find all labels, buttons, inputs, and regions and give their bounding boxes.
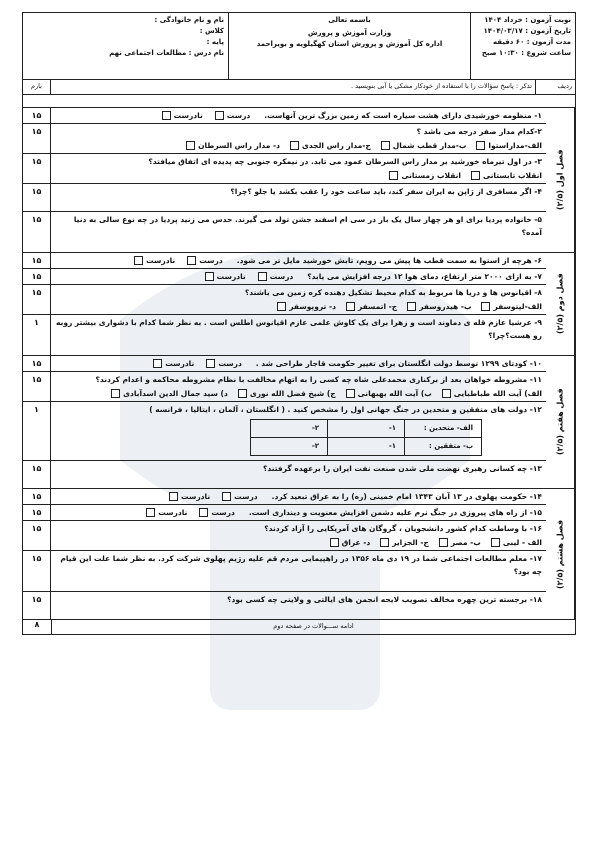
continued-note: ادامه ســـوالات در صفحه دوم	[273, 622, 354, 630]
question-score: ۱۵	[23, 154, 51, 183]
checkbox[interactable]	[346, 389, 355, 398]
question-score: ۱۵	[23, 505, 51, 520]
answer-cell: ب- متفقین :	[405, 438, 482, 456]
question-body	[51, 461, 546, 488]
option-label: درست	[218, 359, 242, 368]
question-text: ۱۱- مشروطه خواهان بعد از برکناری محمدعلی شاه چه کسی را به اتهام مخالفت با نظام مشروطه محاکمه و اعدام کردند؟	[95, 375, 542, 384]
choice-option[interactable]	[346, 387, 432, 400]
choice-option[interactable]	[111, 387, 228, 400]
checkbox[interactable]	[238, 389, 247, 398]
checkbox[interactable]	[481, 302, 490, 311]
option-label: ج-مدار راس الجدی	[301, 141, 371, 150]
question-body	[51, 592, 546, 619]
option-label: ب-مدار قطب شمال	[392, 141, 467, 150]
question-sections	[23, 108, 575, 619]
question-body	[51, 315, 546, 355]
option-label: ب- هیدروسفر	[419, 302, 472, 311]
question-body	[51, 551, 546, 591]
question-body	[51, 402, 546, 460]
answer-space[interactable]	[55, 342, 542, 354]
checkbox[interactable]	[111, 389, 120, 398]
student-name-label: نام و نام خانوادگی :	[154, 16, 224, 24]
checkbox[interactable]	[277, 302, 286, 311]
question-body	[51, 372, 546, 401]
question-row	[23, 315, 546, 355]
question-body	[51, 505, 546, 520]
question-score: ۱۵	[23, 285, 51, 314]
option-label: الف-مداراستوا	[488, 141, 542, 150]
answer-space[interactable]	[55, 198, 542, 210]
checkbox[interactable]	[199, 508, 208, 517]
true-false-option[interactable]	[134, 254, 175, 267]
checkbox[interactable]	[162, 111, 171, 120]
option-label: د- تروپوسفر	[289, 302, 336, 311]
exam-duration: مدت آزمون : ۶۰ دقیقه	[493, 38, 571, 46]
ministry-name: وزارت آموزش و پرورش	[307, 29, 392, 37]
question-row	[23, 505, 546, 521]
question-score: ۱۵	[23, 108, 51, 123]
true-false-option[interactable]	[206, 357, 241, 370]
question-row	[23, 253, 546, 269]
true-false-option[interactable]	[222, 490, 257, 503]
exam-header	[23, 13, 575, 80]
question-score: ۱۵	[23, 489, 51, 504]
checkbox[interactable]	[491, 538, 500, 547]
checkbox[interactable]	[381, 141, 390, 150]
question-score: ۱۵	[23, 184, 51, 211]
true-false-option[interactable]	[258, 270, 293, 283]
question-score: ۱۵	[23, 372, 51, 401]
answer-table	[250, 419, 482, 456]
question-row	[23, 521, 546, 551]
question-body	[51, 285, 546, 314]
question-score: ۱۵	[23, 269, 51, 284]
true-false-option[interactable]	[153, 357, 194, 370]
choice-option[interactable]	[389, 169, 461, 182]
section-label: فصل هفتم (۲/۵)	[546, 356, 575, 488]
question-body	[51, 124, 546, 153]
checkbox[interactable]	[471, 171, 480, 180]
question-text: ۱- منظومه خورشیدی دارای هشت سیاره است که زمین بزرگ ترین آنهاست.	[264, 111, 542, 120]
question-text: ۸- اقیانوس ها و دریا ها مربوط به کدام محیط تشکیل دهنده کره زمین می باشند؟	[244, 288, 542, 297]
question-row	[23, 461, 546, 488]
question-body	[51, 154, 546, 183]
barom-header: بارم	[23, 80, 51, 94]
option-label: نادرست	[173, 111, 203, 120]
answer-space[interactable]	[55, 239, 542, 251]
question-text: ۵- خانواده پردیا برای او هر چهار سال یک بار در سی ام اسفند جشن تولد می گیرند. حدس می زنید پردیا در چه نوع سالی به دنیا آمده؟	[73, 215, 542, 237]
option-label: د- عراق	[341, 538, 371, 547]
choice-option[interactable]	[238, 387, 336, 400]
question-body	[51, 253, 546, 268]
question-score: ۱۵	[23, 356, 51, 371]
section	[23, 489, 575, 619]
option-label: نادرست	[146, 256, 176, 265]
option-label: درست	[199, 256, 223, 265]
option-label: ب- مصر	[450, 538, 481, 547]
checkbox[interactable]	[439, 538, 448, 547]
basmala: باسمه تعالی	[328, 16, 371, 24]
question-row	[23, 269, 546, 285]
checkbox[interactable]	[476, 141, 485, 150]
choice-option[interactable]	[471, 169, 542, 182]
choice-option[interactable]	[491, 536, 542, 549]
question-text: ۱۶- با وساطت کدام کشور دانشجویان ، گروگان های آمریکایی را آزاد کردند؟	[264, 524, 542, 533]
option-label: ج- الجزایر	[392, 538, 429, 547]
question-body	[51, 521, 546, 550]
question-row	[23, 108, 546, 124]
question-text: ۱۷- معلم مطالعات اجتماعی شما در ۱۹ دی ماه ۱۳۵۶ در راهپیمایی مردم قم علیه رژیم پهلوی شرکت کرد. به نظر شما علت این قیام چه بود؟	[60, 554, 542, 576]
answer-space[interactable]	[55, 606, 542, 618]
ministry-info	[228, 13, 471, 79]
question-score: ۱	[23, 402, 51, 460]
spacer-row	[23, 95, 575, 108]
checkbox[interactable]	[290, 141, 299, 150]
question-score: ۱۵	[23, 212, 51, 252]
question-body	[51, 356, 546, 371]
question-text: ۱۲- دولت های متفقین و متحدین در جنگ جهانی اول را مشخص کنید . ( انگلستان ، آلمان ، ایتالیا ، فرانسه )	[149, 405, 542, 414]
checkbox[interactable]	[134, 256, 143, 265]
exam-info	[471, 13, 575, 79]
question-row	[23, 154, 546, 184]
subject-label: نام درس : مطالعات اجتماعی نهم	[109, 49, 224, 57]
checkbox[interactable]	[153, 359, 162, 368]
question-row	[23, 592, 546, 619]
question-text: ۱۸- برجسته ترین چهره مخالف تصویب لایحه انجمن های ایالتی و ولایتی چه کسی بود؟	[227, 595, 542, 604]
checkbox[interactable]	[169, 492, 178, 501]
answer-cell: الف- متحدین :	[405, 420, 482, 438]
question-row	[23, 124, 546, 154]
radif-header: ردیف	[535, 80, 575, 94]
question-text: ۳- در اول تیرماه خورشید بر مدار راس السرطان عمود می تابد. در نیمکره جنوبی چه پدیده ای اتفاق میافتد؟	[148, 157, 542, 166]
question-row	[23, 489, 546, 505]
section	[23, 356, 575, 489]
checkbox[interactable]	[330, 538, 339, 547]
exam-start-time: ساعت شروع : ۱۰:۳۰ صبح	[481, 49, 571, 57]
question-row	[23, 551, 546, 592]
question-row	[23, 184, 546, 212]
question-row	[23, 212, 546, 252]
checkbox[interactable]	[380, 538, 389, 547]
student-info	[23, 13, 228, 79]
option-label: انقلاب تابستانی	[483, 171, 542, 180]
option-label: انقلاب زمستانی	[401, 171, 461, 180]
checkbox[interactable]	[389, 171, 398, 180]
choice-option[interactable]	[186, 139, 280, 152]
question-text: ۹- عرشیا عازم قله ی دماوند است و زهرا برای یک کاوش علمی عازم اقیانوس اطلس است . به نظر شما کدام با دشواری بیشتر روبه رو هست؟چرا؟	[55, 318, 542, 340]
choice-option[interactable]	[476, 139, 542, 152]
note-row	[23, 80, 575, 95]
option-label: الف-لیتوسفر	[493, 302, 542, 311]
checkbox[interactable]	[222, 492, 231, 501]
option-label: نادرست	[216, 272, 246, 281]
choice-option[interactable]	[381, 139, 467, 152]
option-label: درست	[211, 508, 235, 517]
answer-cell[interactable]: ۱-	[328, 420, 405, 438]
checkbox[interactable]	[258, 272, 267, 281]
option-label: ج- اتمسفر	[357, 302, 398, 311]
option-label: د- مدار راس السرطان	[198, 141, 280, 150]
footer-score: ۸	[23, 620, 52, 634]
option-label: نادرست	[158, 508, 188, 517]
checkbox[interactable]	[407, 302, 416, 311]
question-body	[51, 489, 546, 504]
option-label: نادرست	[165, 359, 195, 368]
section	[23, 253, 575, 356]
choice-option[interactable]	[290, 139, 371, 152]
question-row	[23, 285, 546, 315]
answer-cell[interactable]: ۱-	[328, 438, 405, 456]
true-false-option[interactable]	[205, 270, 246, 283]
checkbox[interactable]	[186, 141, 195, 150]
choice-option[interactable]	[330, 536, 371, 549]
true-false-option[interactable]	[169, 490, 210, 503]
choice-option[interactable]	[439, 536, 481, 549]
true-false-option[interactable]	[187, 254, 222, 267]
checkbox[interactable]	[146, 508, 155, 517]
checkbox[interactable]	[346, 302, 355, 311]
office-name: اداره کل آموزش و پرورش استان کهگیلویه و بویراحمد	[256, 40, 443, 48]
exam-sheet	[22, 12, 576, 635]
question-text: ۷- به ازای ۲۰۰۰ متر ارتفاع، دمای هوا ۱۲ درجه افزایش می یابد؟	[307, 272, 542, 281]
section-label: فصل دوم (۲/۵)	[546, 253, 575, 355]
section-label: فصل هشتم (۲/۵)	[546, 489, 575, 619]
option-label: د) سید جمال الدین اسدآبادی	[123, 389, 228, 398]
choice-option[interactable]	[346, 300, 397, 313]
option-label: درست	[234, 492, 258, 501]
answer-cell[interactable]: ۲-	[251, 420, 328, 438]
grade-label: پایه :	[206, 38, 224, 46]
checkbox[interactable]	[215, 111, 224, 120]
option-label: درست	[226, 111, 251, 120]
question-score: ۱۵	[23, 124, 51, 153]
question-row	[23, 402, 546, 461]
true-false-option[interactable]	[215, 109, 250, 122]
exam-date: تاریخ آزمون : ۱۴۰۴/۰۳/۱۷	[483, 27, 571, 35]
question-body	[51, 269, 546, 284]
section	[23, 108, 575, 253]
choice-option[interactable]	[277, 300, 336, 313]
true-false-option[interactable]	[199, 506, 234, 519]
exam-session: نوبت آزمون : خرداد ۱۴۰۴	[484, 16, 571, 24]
question-body	[51, 108, 546, 123]
choice-option[interactable]	[442, 387, 542, 400]
question-body	[51, 184, 546, 211]
true-false-option[interactable]	[162, 109, 203, 122]
choice-option[interactable]	[407, 300, 471, 313]
question-score: ۱۵	[23, 521, 51, 550]
checkbox[interactable]	[442, 389, 451, 398]
checkbox[interactable]	[187, 256, 196, 265]
checkbox[interactable]	[205, 272, 214, 281]
question-score: ۱۵	[23, 253, 51, 268]
option-label: الف - لیبی	[502, 538, 542, 547]
question-score: ۱۵	[23, 592, 51, 619]
answer-space[interactable]	[55, 475, 542, 487]
section-label: فصل اول (۲/۵)	[546, 108, 575, 252]
question-text: ۱۵- از راه های پیروزی در جنگ نرم علیه دشمن افزایش معنویت و دینداری است.	[248, 508, 542, 517]
question-row	[23, 356, 546, 372]
exam-note: تذکر : پاسخ سؤالات را با استفاده از خودکار مشکی یا آبی بنویسید .	[350, 82, 532, 90]
option-label: ب) آیت الله بهبهانی	[357, 389, 432, 398]
answer-space[interactable]	[55, 578, 542, 590]
checkbox[interactable]	[206, 359, 215, 368]
question-row	[23, 372, 546, 402]
question-score: ۱	[23, 315, 51, 355]
choice-option[interactable]	[481, 300, 542, 313]
question-score: ۱۵	[23, 461, 51, 488]
question-text: ۲-کدام مدار صفر درجه می باشد ؟	[416, 127, 542, 136]
class-label: کلاس :	[199, 27, 224, 35]
option-label: درست	[269, 272, 294, 281]
question-text: ۱۳- چه کسانی رهبری نهضت ملی شدن صنعت نفت ایران را برعهده گرفتند؟	[263, 464, 542, 473]
footer-row	[23, 619, 575, 634]
question-text: ۱۰- کودتای ۱۲۹۹ توسط دولت انگلستان برای تغییر حکومت قاجار طراحی شد .	[255, 359, 542, 368]
question-score: ۱۵	[23, 551, 51, 591]
option-label: الف) آیت الله طباطبایی	[453, 389, 542, 398]
question-text: ۱۴- حکومت پهلوی در ۱۳ آبان ۱۳۴۳ امام خمینی (ره) را به عراق تبعید کرد.	[271, 492, 542, 501]
true-false-option[interactable]	[146, 506, 187, 519]
choice-option[interactable]	[380, 536, 429, 549]
question-body	[51, 212, 546, 252]
answer-cell[interactable]: ۲-	[251, 438, 328, 456]
question-text: ۴- اگر مسافری از ژاپن به ایران سفر کند، باید ساعت خود را عقب بکشد یا جلو ؟چرا؟	[230, 187, 542, 196]
question-text: ۶- هرچه از استوا به سمت قطب ها پیش می رویم، تابش خورشید مایل تر می شود.	[236, 256, 542, 265]
option-label: نادرست	[181, 492, 211, 501]
option-label: ج) شیخ فضل الله نوری	[249, 389, 336, 398]
